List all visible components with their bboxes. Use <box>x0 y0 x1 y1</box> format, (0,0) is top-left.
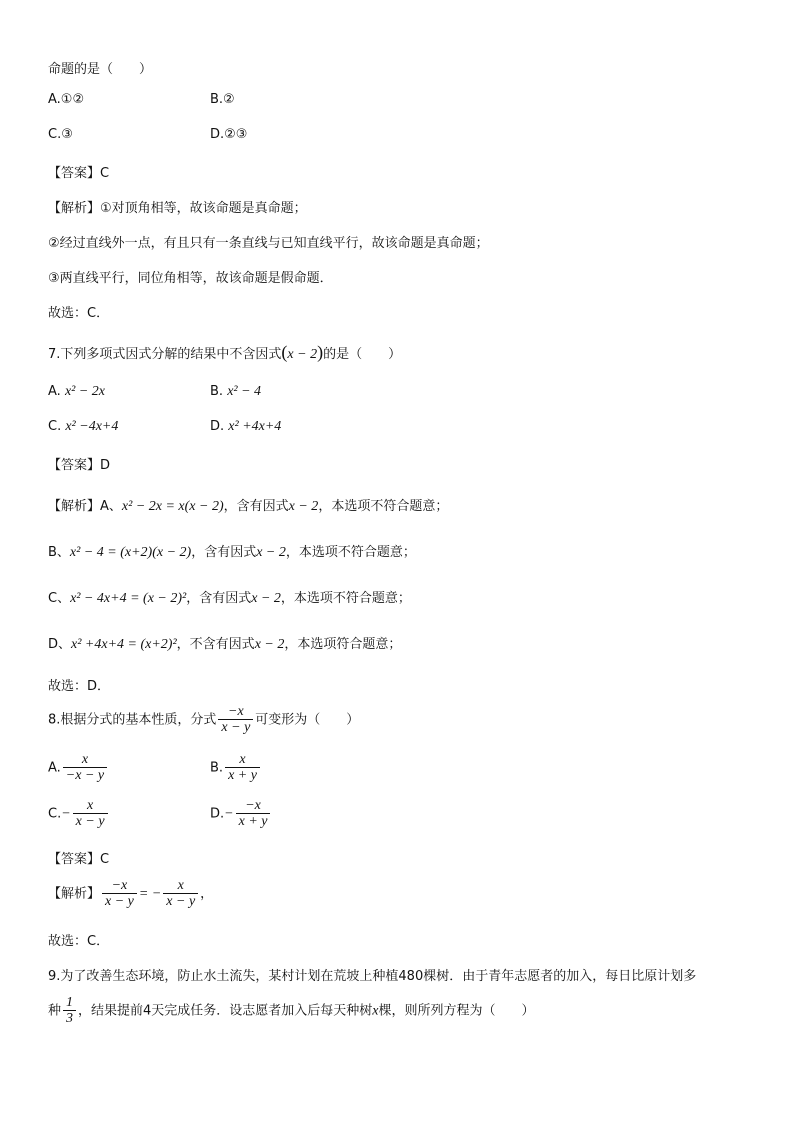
q7-exp-d-mid: ，不含有因式 <box>176 637 255 652</box>
q7-exp-a-mid: ，含有因式 <box>223 499 289 514</box>
q7-exp-d-factor: x − 2 <box>254 637 285 652</box>
q7-option-b-expr: x² − 4 <box>227 384 262 399</box>
q7-option-d-label: D. <box>210 419 229 434</box>
q6-option-c: C.③ <box>48 127 73 142</box>
q8-exp-post: ， <box>200 886 214 902</box>
q7-answer: 【答案】D <box>48 458 111 473</box>
q9-variable: x <box>372 1003 379 1019</box>
q8-option-d-label: D. <box>210 806 225 822</box>
q8-exp-numerator-1: −x <box>102 878 137 894</box>
q8-stem-denominator: x − y <box>221 720 251 735</box>
q7-exp-c-factor: x − 2 <box>251 591 281 606</box>
q8-option-d-numerator: −x <box>236 798 271 814</box>
q8-exp-numerator-2: x <box>163 878 198 894</box>
q6-option-d: D.②③ <box>210 127 248 142</box>
q7-stem-b: 的结果中不含因式 <box>177 347 282 362</box>
q7-exp-d-expr: x² +4x+4 = (x+2)² <box>71 637 177 652</box>
q7-exp-a-factor: x − 2 <box>288 499 319 514</box>
q7-explanation-d <box>48 633 401 653</box>
q8-exp-equals: = − <box>138 886 162 902</box>
q8-option-c <box>48 798 110 830</box>
q7-exp-a-expr: x² − 2x = x(x − 2) <box>121 499 224 514</box>
q9-fraction <box>63 995 76 1027</box>
q8-option-b-denominator: x + y <box>228 768 257 783</box>
q8-exp-denominator-1: x − y <box>105 894 134 909</box>
q8-option-a-fraction <box>63 752 107 784</box>
q8-option-d-denominator: x + y <box>238 814 268 829</box>
q9-stem-line-1: 9.为了改善生态环境，防止水土流失，某村计划在荒坡上种植480棵树．由于青年志愿者的加入，每日比原计划多 <box>48 969 697 984</box>
q8-stem <box>48 704 359 736</box>
q7-stem-c: 的是（ ） <box>323 347 402 362</box>
q9-fraction-numerator: 1 <box>63 995 76 1011</box>
q7-explanation-c <box>48 587 411 607</box>
q8-option-a-label: A. <box>48 760 61 776</box>
q7-option-c <box>48 419 118 435</box>
q7-choose: 故选：D． <box>48 679 111 694</box>
q8-option-a-denominator: −x − y <box>65 768 105 783</box>
q7-exp-b-pre: B、 <box>48 545 70 560</box>
q7-exp-c-post: ，本选项不符合题意； <box>280 591 411 606</box>
q7-stem-factor: x − 2 <box>287 347 318 362</box>
q9-stem-line-2 <box>48 995 535 1027</box>
q6-choose: 故选：C． <box>48 306 110 321</box>
q7-exp-b-factor: x − 2 <box>256 545 286 560</box>
q7-exp-b-expr: x² − 4 = (x+2)(x − 2) <box>69 545 192 560</box>
q8-option-c-numerator: x <box>73 798 108 814</box>
q8-option-c-sign: − <box>61 806 71 822</box>
q8-option-b <box>210 752 262 784</box>
q7-exp-a-post: ，本选项不符合题意； <box>318 499 449 514</box>
q8-option-b-numerator: x <box>225 752 260 768</box>
q9-line2-pre: 种 <box>48 1003 62 1019</box>
q6-option-b: B.② <box>210 92 235 107</box>
q7-stem-factor-group: (x − 2) <box>281 342 324 362</box>
q7-option-c-expr: x² −4x+4 <box>65 419 119 434</box>
q7-explanation-b <box>48 541 416 561</box>
q7-option-b-label: B. <box>210 384 228 399</box>
q7-exp-c-mid: ，含有因式 <box>186 591 252 606</box>
q8-option-b-fraction <box>225 752 260 784</box>
q7-explanation-a <box>48 495 448 515</box>
q7-exp-c-pre: C、 <box>48 591 71 606</box>
q7-option-d-expr: x² +4x+4 <box>228 419 282 434</box>
q8-option-a <box>48 752 109 784</box>
q8-stem-fraction <box>218 704 253 736</box>
q8-option-c-fraction <box>73 798 108 830</box>
q7-stem <box>48 342 401 363</box>
q7-exp-d-post: ，本选项符合题意； <box>284 637 402 652</box>
q8-exp-denominator-2: x − y <box>166 894 196 909</box>
q7-exp-b-mid: ，含有因式 <box>191 545 257 560</box>
q6-option-a: A.①② <box>48 92 85 107</box>
q9-line2-b: 棵，则所列方程为（ ） <box>378 1003 535 1019</box>
q7-exp-b-post: ，本选项不符合题意； <box>285 545 416 560</box>
q8-option-a-numerator: x <box>63 752 107 768</box>
q8-exp-fraction-1 <box>102 878 137 910</box>
q7-option-c-label: C. <box>48 419 66 434</box>
q8-choose: 故选：C． <box>48 934 110 949</box>
q6-stem: 命题的是（ ） <box>48 62 153 77</box>
q7-exp-d-pre: D、 <box>48 637 72 652</box>
q7-option-d <box>210 419 281 435</box>
q8-exp-fraction-2 <box>163 878 198 910</box>
q8-option-b-label: B. <box>210 760 224 776</box>
q7-option-a-expr: x² − 2x <box>64 384 106 399</box>
q6-explanation-1: 【解析】①对顶角相等，故该命题是真命题； <box>48 201 307 216</box>
q6-explanation-3: ③两直线平行，同位角相等，故该命题是假命题． <box>48 271 333 286</box>
q8-option-d-sign: − <box>224 806 234 822</box>
q9-fraction-denominator: 3 <box>66 1011 74 1026</box>
q7-exp-a-pre: 【解析】A、 <box>48 499 122 514</box>
q8-option-c-denominator: x − y <box>75 814 105 829</box>
q8-option-d <box>210 798 272 830</box>
q8-answer: 【答案】C <box>48 852 110 867</box>
q7-option-b <box>210 384 261 400</box>
q8-stem-numerator: −x <box>218 704 253 720</box>
q6-answer: 【答案】C <box>48 166 110 181</box>
q8-explanation <box>48 878 213 910</box>
q7-stem-a: 7.下列多项式因式分解 <box>48 347 178 362</box>
q8-exp-pre: 【解析】 <box>48 886 101 902</box>
q7-exp-c-expr: x² − 4x+4 = (x − 2)² <box>70 591 187 606</box>
q7-option-a-label: A. <box>48 384 65 399</box>
q8-option-c-label: C. <box>48 806 62 822</box>
q9-line2-a: ，结果提前4天完成任务．设志愿者加入后每天种树 <box>78 1003 373 1019</box>
q8-stem-b: 可变形为（ ） <box>255 712 360 728</box>
q7-option-a <box>48 384 105 400</box>
q8-stem-a: 8.根据分式的基本性质，分式 <box>48 712 217 728</box>
q8-option-d-fraction <box>236 798 271 830</box>
q6-explanation-2: ②经过直线外一点，有且只有一条直线与已知直线平行，故该命题是真命题； <box>48 236 489 251</box>
